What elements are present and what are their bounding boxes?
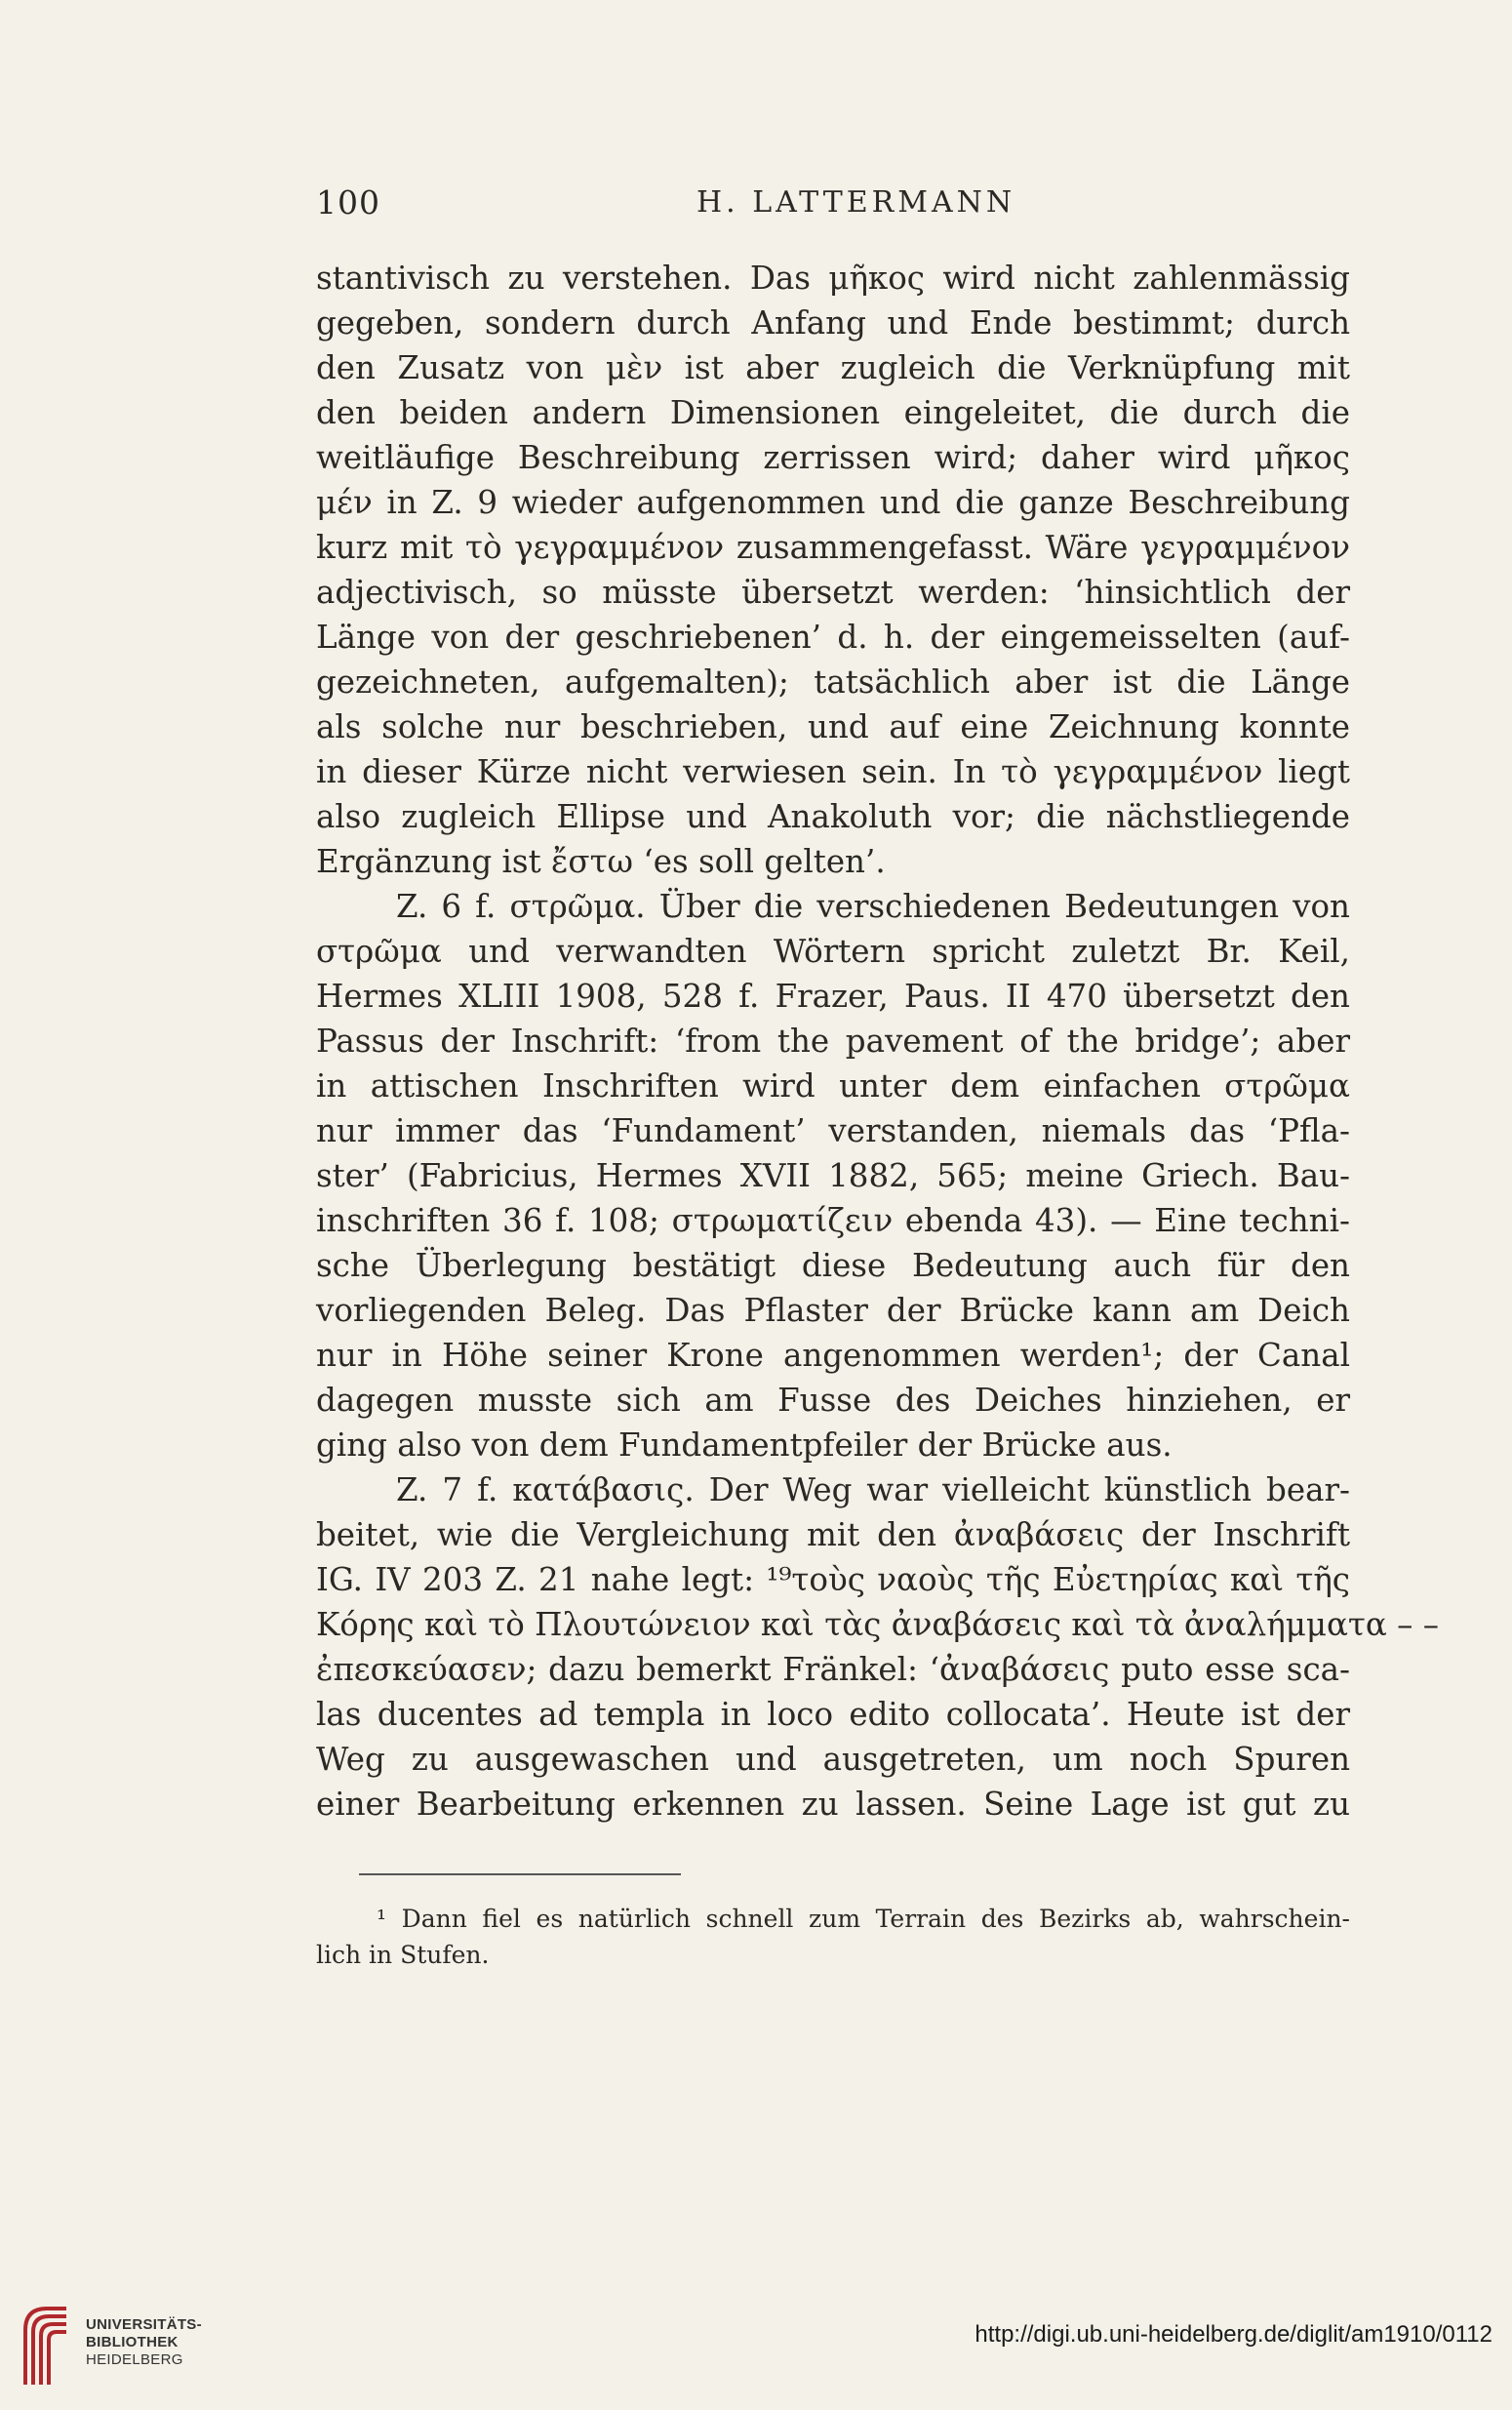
text-line: als solche nur beschrieben, und auf eine Zeichnung konnte <box>316 708 1350 745</box>
text-line: Weg zu ausgewaschen und ausgetreten, um noch Spuren <box>316 1741 1350 1778</box>
text-line: ἐπεσκεύασεν; dazu bemerkt Fränkel: ‘ἀναβάσεις puto esse sca- <box>316 1651 1350 1688</box>
library-name-line: HEIDELBERG <box>86 2351 183 2368</box>
library-name <box>86 2316 202 2369</box>
text-line: beitet, wie die Vergleichung mit den ἀναβάσεις der Inschrift <box>316 1516 1350 1553</box>
footnote <box>316 1901 1350 1973</box>
text-line: Passus der Inschrift: ‘from the pavement of the bridge’; aber <box>316 1023 1350 1060</box>
text-line: Z. 7 f. κατάβασις. Der Weg war vielleicht künstlich bear- <box>396 1471 1350 1508</box>
text-line: also zugleich Ellipse und Anakoluth vor; die nächstliegende <box>316 798 1350 835</box>
text-line: den beiden andern Dimensionen eingeleitet, die durch die <box>316 394 1350 431</box>
text-line: μέν in Z. 9 wieder aufgenommen und die ganze Beschreibung <box>316 484 1350 521</box>
text-line: nur in Höhe seiner Krone angenommen werden¹; der Canal <box>316 1337 1350 1374</box>
body-text <box>316 256 1439 1827</box>
text-line: Hermes XLIII 1908, 528 f. Frazer, Paus. II 470 übersetzt den <box>316 978 1350 1015</box>
text-line: kurz mit τὸ γεγραμμένον zusammengefasst. Wäre γεγραμμένον <box>316 529 1350 566</box>
text-line: weitläufige Beschreibung zerrissen wird; daher wird μῆκος <box>316 439 1350 476</box>
text-line: ster’ (Fabricius, Hermes XVII 1882, 565; meine Griech. Bau- <box>316 1157 1350 1194</box>
text-line: in attischen Inschriften wird unter dem einfachen στρῶμα <box>316 1067 1350 1105</box>
running-head: H. LATTERMANN <box>696 185 1016 220</box>
text-line: stantivisch zu verstehen. Das μῆκος wird nicht zahlenmässig <box>316 260 1350 297</box>
text-line: einer Bearbeitung erkennen zu lassen. Seine Lage ist gut zu <box>316 1786 1350 1823</box>
text-line: nur immer das ‘Fundament’ verstanden, niemals das ‘Pfla- <box>316 1112 1350 1149</box>
text-line: in dieser Kürze nicht verwiesen sein. In τὸ γεγραμμένον liegt <box>316 753 1350 790</box>
text-line: den Zusatz von μὲν ist aber zugleich die Verknüpfung mit <box>316 349 1350 386</box>
page-number: 100 <box>316 183 380 221</box>
text-line: gezeichneten, aufgemalten); tatsächlich aber ist die Länge <box>316 663 1350 701</box>
text-line: Ergänzung ist ἔστω ‘es soll gelten’. <box>316 843 886 880</box>
footnote-line: lich in Stufen. <box>316 1941 490 1969</box>
footnote-line: ¹ Dann fiel es natürlich schnell zum Terrain des Bezirks ab, wahrschein- <box>377 1905 1350 1933</box>
footnote-divider <box>359 1873 681 1875</box>
library-name-line: UNIVERSITÄTS- <box>86 2316 202 2333</box>
text-line: adjectivisch, so müsste übersetzt werden: ‘hinsichtlich der <box>316 574 1350 611</box>
text-line: inschriften 36 f. 108; στρωματίζειν ebenda 43). — Eine techni- <box>316 1202 1350 1239</box>
text-line: Z. 6 f. στρῶμα. Über die verschiedenen Bedeutungen von <box>396 888 1350 925</box>
source-url-link[interactable]: http://digi.ub.uni-heidelberg.de/diglit/am1910/0112 <box>975 2321 1492 2348</box>
text-line: sche Überlegung bestätigt diese Bedeutung auch für den <box>316 1247 1350 1284</box>
text-line: vorliegenden Beleg. Das Pflaster der Brücke kann am Deich <box>316 1292 1350 1329</box>
text-line: Länge von der geschriebenen’ d. h. der eingemeisselten (auf- <box>316 619 1350 656</box>
library-name-line: BIBLIOTHEK <box>86 2334 179 2350</box>
library-logo-icon <box>18 2301 72 2387</box>
text-line: IG. IV 203 Z. 21 nahe legt: ¹⁹τοὺς ναοὺς τῆς Εὐετηρίας καὶ τῆς <box>316 1561 1350 1598</box>
text-line: Κόρης καὶ τὸ Πλουτώνειον καὶ τὰς ἀναβάσεις καὶ τὰ ἀναλήμματα – – <box>316 1606 1439 1643</box>
text-line: ging also von dem Fundamentpfeiler der Brücke aus. <box>316 1426 1173 1464</box>
text-line: dagegen musste sich am Fusse des Deiches hinziehen, er <box>316 1382 1350 1419</box>
text-line: las ducentes ad templa in loco edito collocata’. Heute ist der <box>316 1696 1350 1733</box>
text-line: στρῶμα und verwandten Wörtern spricht zuletzt Br. Keil, <box>316 933 1350 970</box>
text-line: gegeben, sondern durch Anfang und Ende bestimmt; durch <box>316 304 1350 341</box>
page-header <box>316 183 1350 232</box>
